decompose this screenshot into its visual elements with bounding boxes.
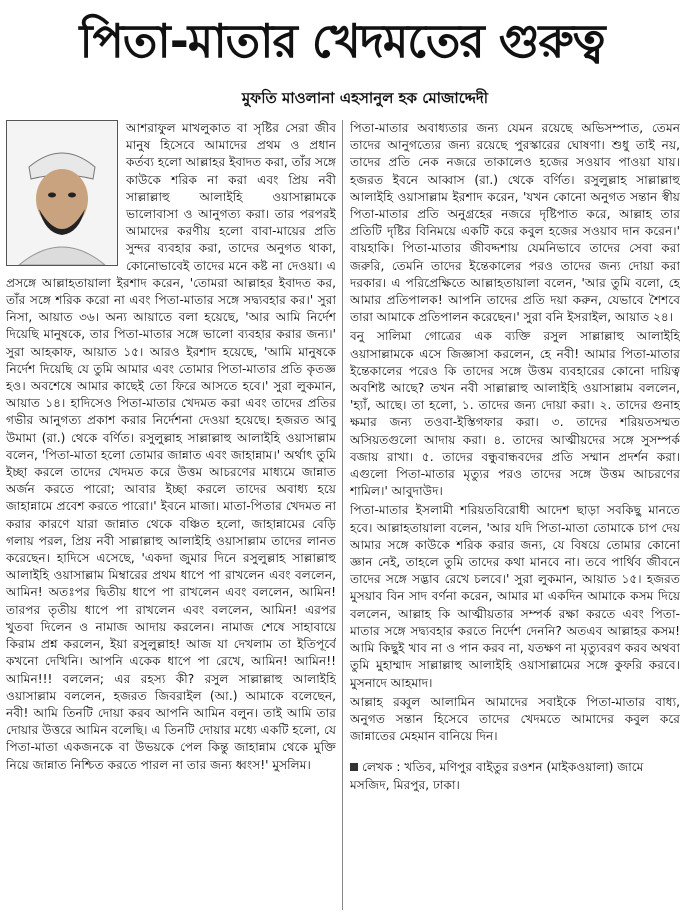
right-paragraph: বনু সালিমা গোত্রের এক ব্যক্তি রসুল সাল্লাল্লাহু আলাইহি ওয়াসাল্লামকে এসে জিজ্ঞাসা করলেন, হে নবী! আমার পিতা-মাতার ইন্তেকালের পরেও কি তাদের সঙ্গে উত্তম ব্যবহারের কোনো দায়িত্ব অবশিষ্ট আছে? তখন নবী সাল্লাল্লাহু আলাইহি ওয়াসাল্লাম বললেন, 'হ্যাঁ, আছে। তা হলো, ১. তাদের জন্য দোয়া করা। ২. তাদের গুনাহ ক্ষমার জন্য তওবা-ইস্তিগফার করা। ৩. তাদের শরিয়তসম্মত অসিয়তগুলো আদায় করা। ৪. তাদের আত্মীয়দের সঙ্গে সুসম্পর্ক বজায় রাখা। ৫. তাদের বন্ধুবান্ধবদের প্রতি সম্মান প্রদর্শন করা। এগুলো পিতা-মাতার মৃত্যুর পরও তাদের সঙ্গে উত্তম আচরণের শামিল।' আবুদাউদ। [350, 329, 680, 499]
right-column [350, 120, 680, 920]
author-portrait-icon [7, 121, 117, 265]
author-note-text: লেখক : খতিব, মণিপুর বাইতুর রওশন (মাইকওয়ালা) জামে মসজিদ, মিরপুর, ঢাকা। [350, 760, 644, 792]
author-photo [6, 120, 118, 266]
bullet-square-icon [350, 763, 358, 771]
headline: পিতা-মাতার খেদমতের গুরুত্ব [79, 14, 605, 68]
right-paragraph: পিতা-মাতার অবাধ্যতার জন্য যেমন রয়েছে অভিসম্পাত, তেমন তাদের আনুগত্যের জন্য রয়েছে পুরস্কারের ঘোষণা। শুধু তাই নয়, তাদের প্রতি নেক নজরে তাকালেও হজের সওয়াব পাওয়া যায়। হজরত ইবনে আব্বাস (রা.) থেকে বর্ণিত। রসুলুল্লাহ সাল্লাল্লাহু আলাইহি ওয়াসাল্লাম ইরশাদ করেন, 'যখন কোনো অনুগত সন্তান স্বীয় পিতা-মাতার প্রতি অনুগ্রহের নজরে দৃষ্টিপাত করে, আল্লাহ তার প্রতিটি দৃষ্টির বিনিময়ে একটি করে কবুল হজের সওয়াব দান করেন।' বায়হাকি। পিতা-মাতার জীবদ্দশায় যেমনিভাবে তাদের সেবা করা জরুরি, তেমনি তাদের ইন্তেকালের পরও তাদের জন্য দোয়া করা দরকার। এ পরিপ্রেক্ষিতে আল্লাহতায়ালা বলেন, 'আর তুমি বলো, হে আমার প্রতিপালক! আপনি তাদের প্রতি দয়া করুন, যেভাবে শৈশবে তারা আমাকে প্রতিপালন করেছেন।' সুরা বনি ইসরাইল, আয়াত ২৪। [350, 121, 680, 325]
left-paragraph: আশরাফুল মাখলুকাত বা সৃষ্টির সেরা জীব মানুষ হিসেবে আমাদের প্রথম ও প্রধান কর্তব্য হলো আল্লাহর ইবাদত করা, তাঁর সঙ্গে কাউকে শরিক না করা এবং প্রিয় নবী সাল্লাল্লাহু আলাইহি ওয়াসাল্লামকে ভালোবাসা ও আনুগত্য করা। তার পরপরই আমাদের করণীয় হলো বাবা-মায়ের প্রতি সুন্দর ব্যবহার করা, তাদের অনুগত থাকা, কোনোভাবেই তাদের মনে কষ্ট না দেওয়া। এ প্রসঙ্গে আল্লাহতায়ালা ইরশাদ করেন, 'তোমরা আল্লাহর ইবাদত কর, তাঁর সঙ্গে শরিক করো না এবং পিতা-মাতার সঙ্গে সদ্ব্যবহার কর।' সুরা নিসা, আয়াত ৩৬। অন্য আয়াতে বলা হয়েছে, 'আর আমি নির্দেশ দিয়েছি মানুষকে, তার পিতা-মাতার সঙ্গে ভালো ব্যবহার করার জন্য।' সুরা আহকাফ, আয়াত ১৫। আরও ইরশাদ হয়েছে, 'আমি মানুষকে নির্দেশ দিয়েছি যে তুমি আমার এবং তোমার পিতা-মাতার প্রতি কৃতজ্ঞ হও। অবশেষে আমার কাছেই তো ফিরে আসতে হবে।' সুরা লুকমান, আয়াত ১৪। হাদিসেও পিতা-মাতার খেদমত করা এবং তাদের প্রতির গভীর আনুগত্য প্রকাশ করার নির্দেশনা দেওয়া হয়েছে। হজরত আবু উমামা (রা.) থেকে বর্ণিত। রসুলুল্লাহ সাল্লাল্লাহু আলাইহি ওয়াসাল্লাম বলেন, 'পিতা-মাতা হলো তোমার জান্নাত এবং জাহান্নাম।' অর্থাৎ তুমি ইচ্ছা করলে তাদের খেদমত করে উত্তম আচরণের মাধ্যমে জান্নাত অর্জন করতে পারো; আবার ইচ্ছা করলে তাদের অবাধ্য হয়ে জাহান্নামে প্রবেশ করতে পারো।' ইবনে মাজা। মাতা-পিতার খেদমত না করার কারণে যারা জান্নাত থেকে বঞ্চিত হলো, জাহান্নামের বেড়ি গলায় পরল, প্রিয় নবী সাল্লাল্লাহু আলাইহি ওয়াসাল্লাম তাদের লানত করেছেন। হাদিসে এসেছে, 'একদা জুমার দিনে রসুলুল্লাহ সাল্লাল্লাহু আলাইহি ওয়াসাল্লাম মিম্বারের প্রথম ধাপে পা রাখলেন এবং বললেন, আমিন! অতঃপর দ্বিতীয় ধাপে পা রাখলেন এবং বললেন, আমিন! তারপর তৃতীয় ধাপে পা রাখলেন এবং বললেন, আমিন! এরপর খুতবা দিলেন ও নামাজ আদায় করলেন। নামাজ শেষে সাহাবায়ে কিরাম প্রশ্ন করলেন, ইয়া রসুলুল্লাহ! আজ যা দেখলাম তা ইতিপূর্বে কখনো দেখিনি। আপনি একেক ধাপে পা রেখে, আমিন! আমিন!! আমিন!!! বললেন; এর রহস্য কী? রসুল সাল্লাল্লাহু আলাইহি ওয়াসাল্লাম বললেন, হজরত জিবরাইল (আ.) আমাকে বলেছেন, নবী! আমি তিনটি দোয়া করব আপনি আমিন বলুন। তাই আমি তার দোয়ার উত্তরে আমিন বলেছি। এ তিনটি দোয়ার মধ্যে একটি হলো, যে পিতা-মাতা একজনকে বা উভয়কে পেল কিন্তু জাহান্নাম থেকে মুক্তি নিয়ে জান্নাত নিশ্চিত করতে পারল না তার জন্য ধ্বংস!' মুসলিম। [6, 121, 336, 772]
right-paragraph: আল্লাহ রব্বুল আলামিন আমাদের সবাইকে পিতা-মাতার বাধ্য, অনুগত সন্তান হিসেবে তাদের খেদমতে আমাদের কবুল করে জান্নাতের মেহমান বানিয়ে দিন। [350, 694, 680, 744]
author-note [350, 759, 680, 793]
byline: মুফতি মাওলানা এহসানুল হক মোজাদ্দেদী [241, 89, 489, 107]
column-divider [342, 120, 343, 910]
right-paragraph: পিতা-মাতার ইসলামী শরিয়তবিরোধী আদেশ ছাড়া সবকিছু মানতে হবে। আল্লাহতায়ালা বলেন, 'আর যদি পিতা-মাতা তোমাকে চাপ দেয় আমার সঙ্গে কাউকে শরিক করার জন্য, যে বিষয়ে তোমার কোনো জ্ঞান নেই, তাহলে তুমি তাদের কথা মানবে না। তবে পার্থিব জীবনে তাদের সঙ্গে সদ্ভাব রেখে চলবে।' সুরা লুকমান, আয়াত ১৫। হজরত মুসয়াব বিন সাদ বর্ণনা করেন, আমার মা একদিন আমাকে কসম দিয়ে বললেন, আল্লাহ কি আত্মীয়তার সম্পর্ক রক্ষা করতে এবং পিতা-মাতার সঙ্গে সদ্ব্যবহার করতে নির্দেশ দেননি? অতএব আল্লাহর কসম! আমি কিছুই খাব না ও পান করব না, যতক্ষণ না মৃত্যুবরণ করব অথবা তুমি মুহাম্মাদ সাল্লাল্লাহু আলাইহি ওয়াসাল্লামের সঙ্গে কুফরি করবে। মুসনাদে আহমাদ। [350, 503, 680, 690]
left-column [6, 120, 336, 920]
